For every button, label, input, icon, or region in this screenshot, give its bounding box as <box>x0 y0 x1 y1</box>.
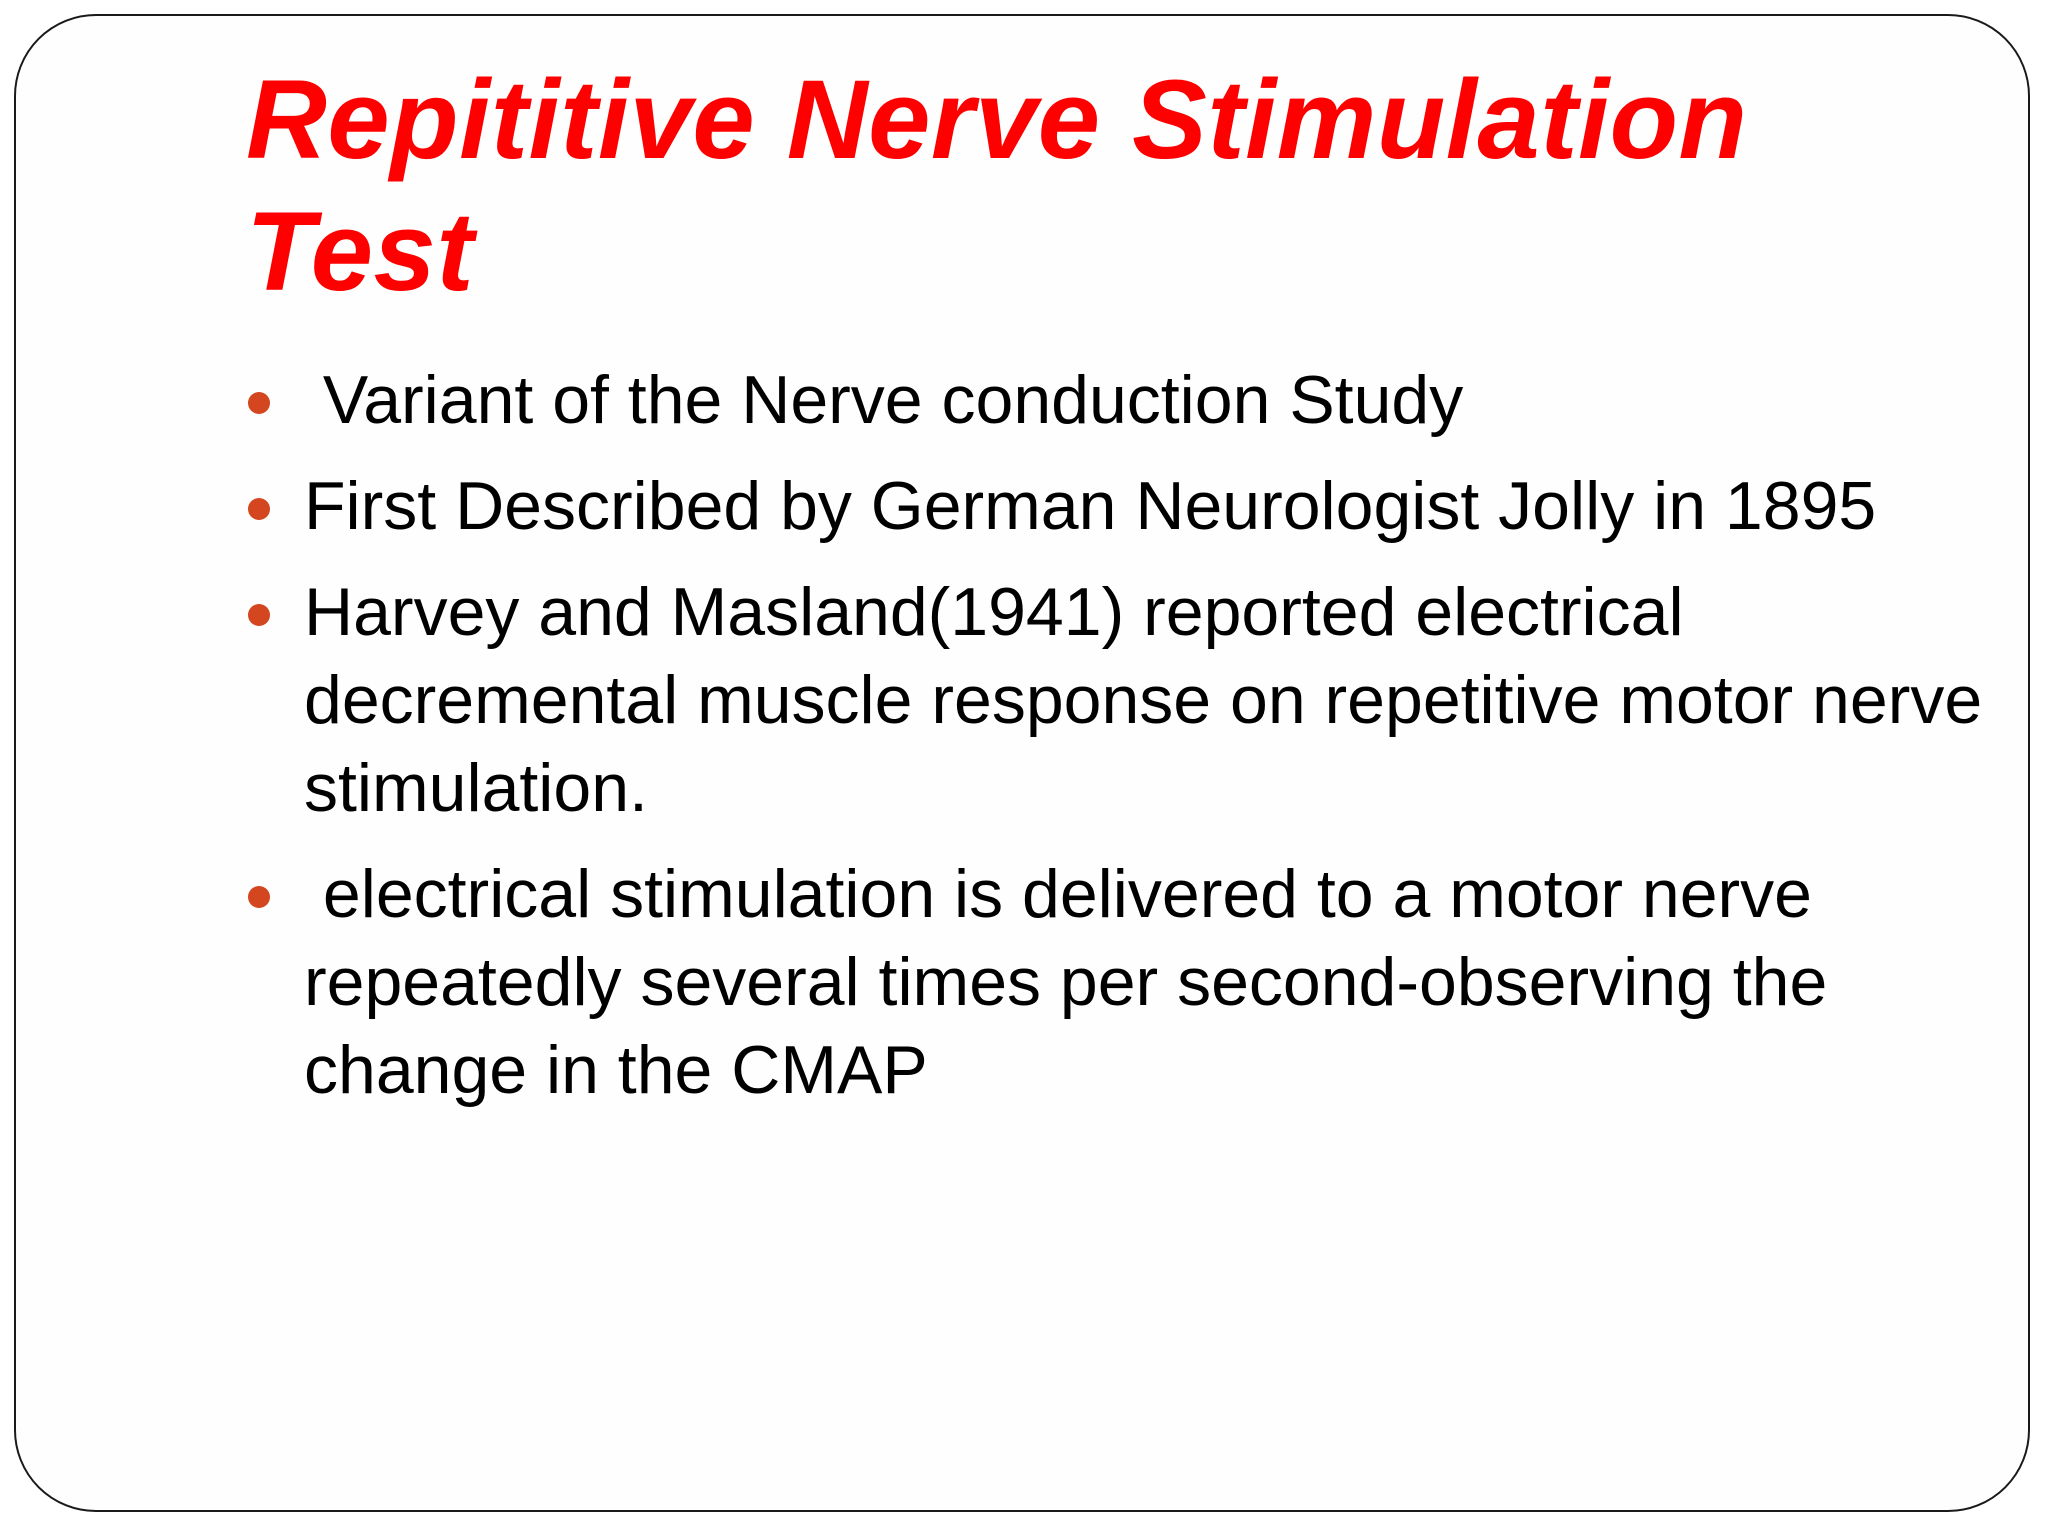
bullet-text: electrical stimulation is delivered to a motor nerve repeatedly several times per second-observing the change in the CMAP <box>304 856 1847 1108</box>
bullet-text: Harvey and Masland(1941) reported electrical decremental muscle response on repetitive motor nerve stimulation. <box>304 574 2002 826</box>
bullet-item <box>246 356 1986 444</box>
bullet-item <box>246 568 2002 832</box>
bullet-dot-icon <box>248 392 270 414</box>
bullet-dot-icon <box>248 886 270 908</box>
bullet-dot-icon <box>248 604 270 626</box>
bullet-dot-icon <box>248 498 270 520</box>
bullet-item <box>246 850 1986 1114</box>
slide-title: Repititive Nerve Stimulation Test <box>246 57 1748 314</box>
bullet-list <box>246 356 2002 1132</box>
slide-frame <box>14 14 2030 1512</box>
bullet-text: First Described by German Neurologist Jolly in 1895 <box>304 468 1877 544</box>
bullet-item <box>246 462 1986 550</box>
bullet-text: Variant of the Nerve conduction Study <box>304 362 1464 438</box>
